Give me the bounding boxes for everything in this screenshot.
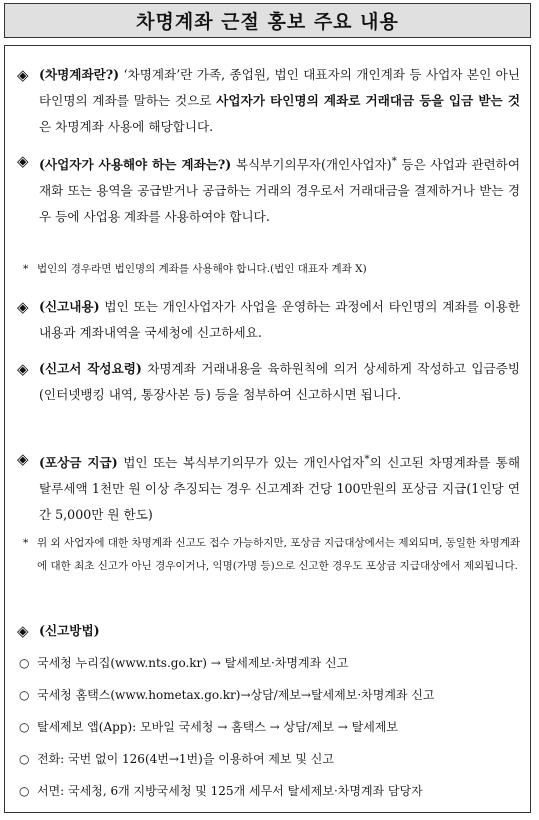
circle-bullet-icon: ○ — [19, 688, 30, 702]
item-text — [39, 356, 520, 408]
method-text: 전화: 국번 없이 126(4번→1번)을 이용하여 제보 및 신고 — [37, 752, 334, 766]
item-heading: (신고내용) — [39, 299, 100, 314]
diamond-bullet-icon: ◈ — [17, 360, 29, 378]
item-text — [39, 62, 520, 140]
item-text — [39, 294, 520, 346]
page-title: 차명계좌 근절 홍보 주요 내용 — [136, 11, 399, 33]
item-reward — [17, 446, 520, 528]
footnote-text: 법인의 경우라면 법인명의 계좌를 사용해야 합니다.(법인 대표자 계좌 X) — [37, 263, 367, 275]
diamond-bullet-icon: ◈ — [17, 450, 29, 468]
content-box — [4, 45, 531, 813]
circle-bullet-icon: ○ — [19, 656, 30, 670]
item-emphasis: 사업자가 타인명의 계좌로 거래대금 등을 입금 받는 것 — [216, 93, 520, 108]
diamond-bullet-icon: ◈ — [17, 66, 29, 84]
footnote-mark: * — [364, 453, 370, 465]
item-text — [39, 446, 520, 528]
footnote-star: * — [23, 263, 29, 275]
method-phone — [19, 750, 524, 768]
method-text: 국세청 누리집(www.nts.go.kr) → 탈세제보·차명계좌 신고 — [37, 656, 349, 670]
diamond-bullet-icon: ◈ — [17, 152, 29, 170]
footnote-star: * — [23, 537, 29, 549]
item-body-text: ‘차명계좌’란 가족, 종업원, 법인 대표자의 개인계좌 등 사업자 본인 아닌 타인명의 계좌를 말하는 것으로 — [39, 67, 520, 108]
footnote-reward-exclusion — [23, 532, 520, 578]
method-app — [19, 718, 524, 736]
method-written — [19, 782, 524, 800]
footnote-mark: * — [391, 155, 397, 167]
item-body-text: 은 차명계좌 사용에 해당합니다. — [39, 119, 214, 134]
item-heading: (포상금 지급) — [39, 455, 118, 471]
footnote-corporate — [23, 258, 520, 281]
item-heading: (차명계좌란?) — [39, 67, 120, 82]
item-heading: (신고방법) — [39, 623, 100, 638]
item-body-text: 등은 사업과 관련하여 재화 또는 용역을 공급받거나 공급하는 거래의 경우로서 거래대금을 결제하거나 받는 경우 등에 사업용 계좌를 사용하여야 합니다. — [39, 157, 521, 225]
item-body-text: 차명계좌 거래내용을 육하원칙에 의거 상세하게 작성하고 입금증빙(인터넷뱅킹 내역, 통장사본 등) 등을 첨부하여 신고하시면 됩니다. — [39, 361, 520, 402]
item-text — [39, 618, 520, 644]
item-heading: (사업자가 사용해야 하는 계좌는?) — [39, 157, 232, 173]
method-nts-website — [19, 654, 524, 672]
circle-bullet-icon: ○ — [19, 784, 30, 798]
circle-bullet-icon: ○ — [19, 752, 30, 766]
method-text: 탈세제보 앱(App): 모바일 국세청 → 홈택스 → 상담/제보 → 탈세제보 — [37, 720, 398, 734]
item-body-text: 법인 또는 복식부기의무가 있는 개인사업자 — [117, 455, 365, 471]
method-text: 서면: 국세청, 6개 지방국세청 및 125개 세무서 탈세제보·차명계좌 담당자 — [37, 784, 423, 798]
footnote-text: 위 외 사업자에 대한 차명계좌 신고도 접수 가능하지만, 포상금 지급대상에서는 제외되며, 동일한 차명계좌에 대한 최초 신고가 아닌 경우이거나, 익명(가명 등)으로 신고한 경우도 포상금 지급대상에서 제외됩니다. — [37, 537, 520, 572]
item-report-methods — [17, 618, 520, 644]
method-hometax — [19, 686, 524, 704]
method-text: 국세청 홈택스(www.hometax.go.kr)→상담/제보→탈세제보·차명계좌 신고 — [37, 688, 435, 702]
diamond-bullet-icon: ◈ — [17, 622, 29, 640]
item-report-guide — [17, 356, 520, 408]
circle-bullet-icon: ○ — [19, 720, 30, 734]
item-what-is-borrowed-account — [17, 62, 520, 140]
item-body-text: 복식부기의무자(개인사업자) — [231, 157, 392, 173]
item-report-content — [17, 294, 520, 346]
diamond-bullet-icon: ◈ — [17, 298, 29, 316]
item-business-account — [17, 148, 520, 230]
item-body-text: 법인 또는 개인사업자가 사업을 운영하는 과정에서 타인명의 계좌를 이용한 내용과 계좌내역을 국세청에 신고하세요. — [39, 299, 520, 340]
item-text — [39, 148, 520, 230]
item-heading: (신고서 작성요령) — [39, 361, 142, 376]
title-banner — [4, 3, 531, 38]
item-body-text: 의 신고된 차명계좌를 통해 탈루세액 1천만 원 이상 추징되는 경우 신고계좌 건당 100만원의 포상금 지급(1인당 연간 5,000만 원 한도) — [39, 455, 520, 523]
